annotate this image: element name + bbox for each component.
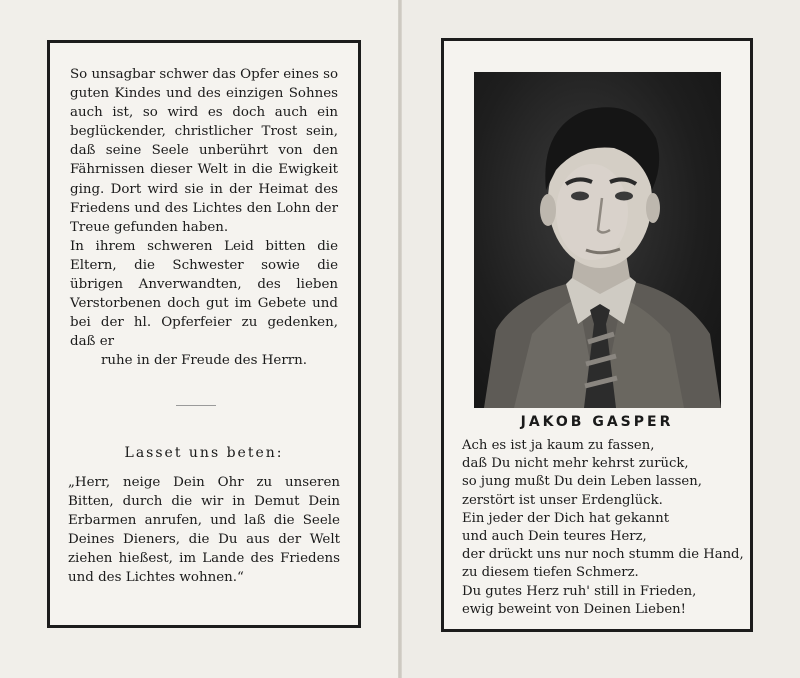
prayer-text: „Herr, neige Dein Ohr zu unseren Bitten, durch die wir in Demut Dein Erbarmen anrufen, und laß die Seele Deines Dieners, die Du aus der Welt ziehen hießest, im Lande des Friedens und des Lichtes wohnen.“: [68, 475, 340, 586]
poem-line: so jung mußt Du dein Leben lassen,: [462, 474, 702, 490]
portrait-photo: [474, 72, 721, 408]
memorial-paragraph-2: In ihrem schweren Leid bitten die Eltern, die Schwester sowie die übrigen Anverwandten, des lieben Verstorbenen doch gut im Gebete und bei der hl. Opferfeier zu gedenken, daß er: [70, 238, 338, 350]
memorial-poem: [462, 437, 742, 619]
card-fold: [398, 0, 402, 678]
ornament-divider: [176, 405, 216, 406]
left-text-frame: [47, 40, 361, 628]
memorial-paragraph-1: So unsagbar schwer das Opfer eines so guten Kindes und des einzigen Sohnes auch ist, so wird es doch auch ein beglückender, christlicher Trost sein, daß seine Seele unberührt von den Fährnissen dieser Welt in die Ewigkeit ging. Dort wird sie in der Heimat des Friedens und des Lichtes den Lohn der Treue gefunden haben.: [70, 67, 339, 235]
poem-line: Ein jeder der Dich hat gekannt: [462, 510, 670, 526]
poem-line: ewig beweint von Deinen Lieben!: [462, 601, 686, 617]
right-portrait-frame: [441, 38, 753, 632]
poem-line: zerstört ist unser Erdenglück.: [462, 492, 663, 508]
portrait-figure: [474, 72, 721, 408]
poem-line: der drückt uns nur noch stumm die Hand,: [462, 547, 744, 563]
poem-line: und auch Dein teures Herz,: [462, 529, 647, 545]
poem-line: Ach es ist ja kaum zu fassen,: [462, 438, 655, 453]
memorial-text: [70, 65, 338, 371]
prayer-heading: Lasset uns beten:: [124, 445, 284, 461]
poem-line: zu diesem tiefen Schmerz.: [462, 565, 639, 581]
deceased-name: JAKOB GASPER: [520, 414, 674, 430]
poem-line: daß Du nicht mehr kehrst zurück,: [462, 456, 689, 472]
prayer-text-block: [68, 473, 340, 588]
memorial-paragraph-2-end: ruhe in der Freude des Herrn.: [100, 353, 308, 369]
poem-line: Du gutes Herz ruh' still in Frieden,: [462, 583, 697, 599]
